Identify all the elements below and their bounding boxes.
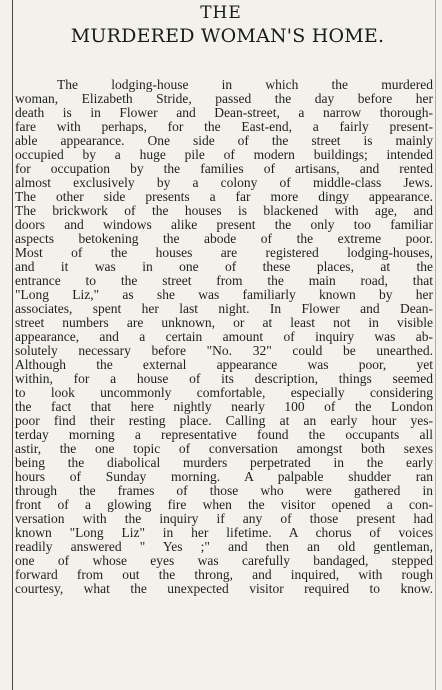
article-overline: THE: [200, 3, 242, 23]
body-line: The lodging-house in which the murdered: [57, 77, 433, 92]
body-line: almost exclusively by a colony of middle-class Jews.: [15, 175, 433, 190]
article-body: [15, 78, 433, 596]
body-line: readily answered " Yes ;" and then an old gentleman,: [15, 539, 433, 554]
body-line: forward from out the throng, and inquired, with rough: [15, 567, 433, 582]
body-line: poor find their resting place. Calling at an early hour yes-: [15, 413, 433, 428]
body-line: Most of the houses are registered lodging-houses,: [15, 245, 433, 260]
body-line: woman, Elizabeth Stride, passed the day before her: [15, 91, 433, 106]
body-line: street numbers are unknown, or at least not in visible: [15, 315, 433, 330]
column-rule-left: [12, 0, 13, 690]
body-line: for occupation by the families of artisans, and rented: [15, 161, 433, 176]
body-line: being the diabolical murders perpetrated in the early: [15, 455, 433, 470]
body-line: occupied by a huge pile of modern buildings; intended: [15, 147, 433, 162]
body-line: hours of Sunday morning. A palpable shudder ran: [15, 469, 433, 484]
body-line: "Long Liz," as she was familiarly known by her: [15, 287, 433, 302]
body-line: and it was in one of these places, at the: [15, 259, 433, 274]
article-title: MURDERED WOMAN'S HOME.: [70, 25, 385, 47]
body-line: one of whose eyes was carefully bandaged, stepped: [15, 553, 433, 568]
body-line: fare with perhaps, for the East-end, a fairly present-: [15, 119, 433, 134]
body-line: The other side presents a far more dingy appearance.: [15, 189, 433, 204]
body-line: within, for a house of its description, things seemed: [15, 371, 433, 386]
body-line: solutely necessary before "No. 32" could be unearthed.: [15, 343, 433, 358]
body-line: Although the external appearance was poor, yet: [15, 357, 433, 372]
body-line: versation with the inquiry if any of those present had: [15, 511, 433, 526]
body-line: appearance, and a certain amount of inquiry was ab-: [15, 329, 433, 344]
body-line: through the frames of those who were gathered in: [15, 483, 433, 498]
body-line: known "Long Liz" in her lifetime. A chorus of voices: [15, 525, 433, 540]
body-line: aspects betokening the abode of the extreme poor.: [15, 231, 433, 246]
body-line: associates, spent her last night. In Flower and Dean-: [15, 301, 433, 316]
body-line: entrance to the street from the main road, that: [15, 273, 433, 288]
body-line: the fact that here nightly nearly 100 of the London: [15, 399, 433, 414]
body-line: able appearance. One side of the street is mainly: [15, 133, 433, 148]
body-line: death is in Flower and Dean-street, a narrow thorough-: [15, 105, 433, 120]
body-line: doors and windows alike present the only too familiar: [15, 217, 433, 232]
body-line: terday morning a representative found the occupants all: [15, 427, 433, 442]
column-rule-right: [435, 0, 436, 690]
body-line: The brickwork of the houses is blackened with age, and: [15, 203, 433, 218]
body-line: to look uncommonly comfortable, especially considering: [15, 385, 433, 400]
body-line: courtesy, what the unexpected visitor required to know.: [15, 581, 433, 596]
body-line: astir, the one topic of conversation amongst both sexes: [15, 441, 433, 456]
body-line: front of a glowing fire when the visitor opened a con-: [15, 497, 433, 512]
